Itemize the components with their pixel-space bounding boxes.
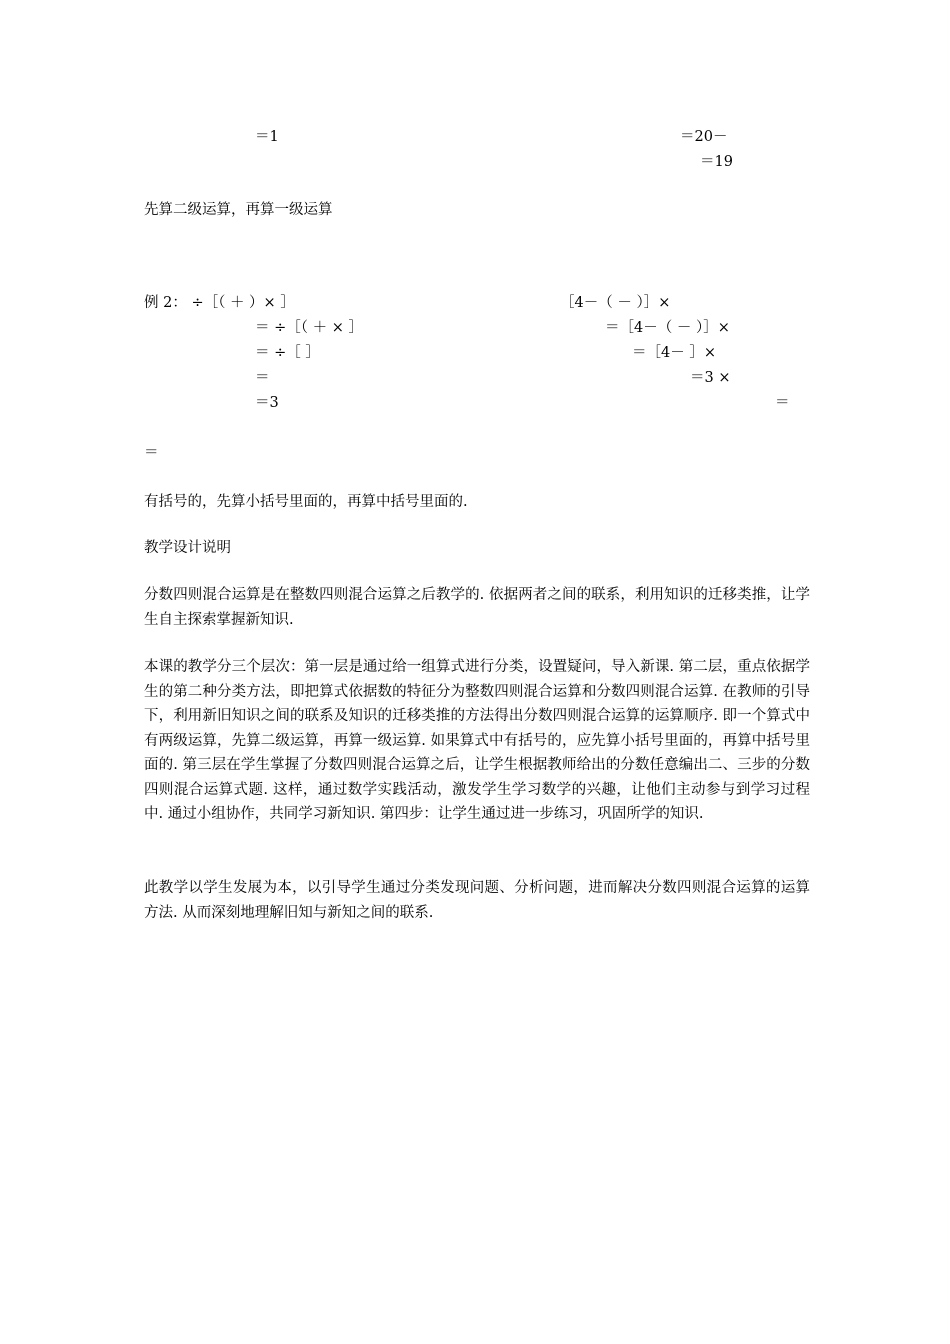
example2-left-line-3: ＝ ÷［ ］ — [255, 345, 320, 361]
equation-line-right-2: ＝19 — [700, 154, 733, 170]
equation-line-right-1: ＝20－ — [680, 129, 728, 145]
example2-left-line-5: ＝3 — [255, 395, 279, 411]
paragraph-intro: 分数四则混合运算是在整数四则混合运算之后教学的. 依据两者之间的联系，利用知识的迁移类推，让学生自主探索掌握新知识. — [144, 587, 810, 628]
example2-right-line-5: ＝ — [775, 395, 790, 411]
paragraph-summary: 此教学以学生发展为本，以引导学生通过分类发现问题、分析问题，进而解决分数四则混合运算的运算方法. 从而深刻地理解旧知与新知之间的联系. — [144, 880, 810, 921]
example2-left-line-4: ＝ — [255, 370, 270, 386]
example2-right-line-1: ［4－（ － ）］× — [560, 295, 671, 311]
paragraph-levels: 本课的教学分三个层次：第一层是通过给一组算式进行分类，设置疑问，导入新课. 第二层，重点依据学生的第二种分类方法，即把算式依据数的特征分为整数四则混合运算和分数四则混合运算. 在教师的引导下，利用新旧知识之间的联系及知识的迁移类推的方法得出分数四则混合运算的运算顺序. 即一个算式中有两级运算，先算二级运算，再算一级运算. 如果算式中有括号的，应先算小括号里面的，再算中括号里面的. 第三层在学生掌握了分数四则混合运算之后，让学生根据教师给出的分数任意编出二、三步的分数四则混合运算式题. 这样，通过数学实践活动，激发学生学习数学的兴趣，让他们主动参与到学习过程中. 通过小组协作，共同学习新知识. 第四步：让学生通过进一步练习，巩固所学的知识. — [144, 659, 810, 822]
example2-trailing-equals: ＝ — [144, 445, 159, 461]
rule-text-2: 有括号的，先算小括号里面的，再算中括号里面的. — [144, 494, 468, 510]
example2-left-line-2: ＝ ÷［（ ＋ × ］ — [255, 320, 363, 336]
example2-right-line-2: ＝［4－（ － ）］× — [605, 320, 730, 336]
equation-result-left: ＝1 — [255, 129, 279, 145]
rule-text-1: 先算二级运算，再算一级运算 — [144, 202, 333, 218]
example2-left-line-1: 例 2： ÷［（ ＋ ）× ］ — [144, 295, 295, 311]
section-title: 教学设计说明 — [144, 540, 231, 556]
example2-right-line-3: ＝［4－ ］× — [632, 345, 716, 361]
example2-right-line-4: ＝3 × — [690, 370, 731, 386]
